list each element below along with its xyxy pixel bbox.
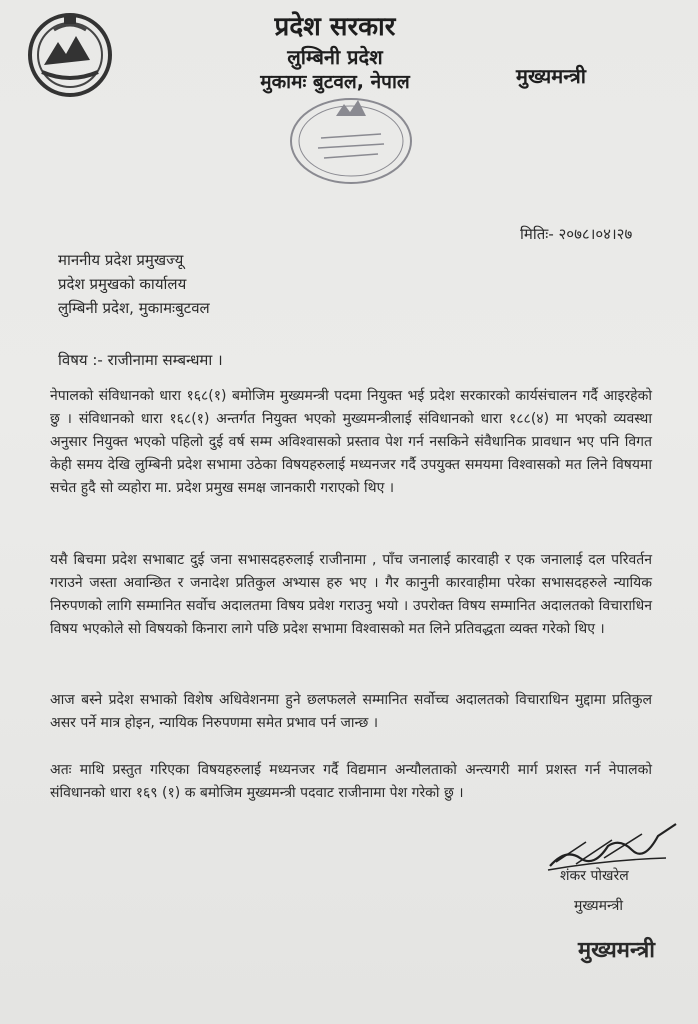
recipient-line: प्रदेश प्रमुखको कार्यालय [58,275,187,293]
letter-date: मितिः- २०७८।०४।२७ [520,225,633,243]
body-paragraph: आज बस्ने प्रदेश सभाको विशेष अधिवेशनमा हुने छलफलले सम्मानित सर्वोच्च अदालतको विचाराधिन मुद्दामा प्रतिकुल असर पर्ने मात्र होइन, न्यायिक निरुपणमा समेत प्रभाव पर्न जान्छ । [50,692,652,731]
recipient-line: लुम्बिनी प्रदेश, मुकामःबुटवल [58,299,210,317]
office-location: मुकामः बुटवल, नेपाल [260,71,410,94]
letterhead [210,12,460,94]
province-name: लुम्बिनी प्रदेश [287,45,383,70]
body-paragraph: अतः माथि प्रस्तुत गरिएका विषयहरुलाई मध्यनजर गर्दै विद्यमान अन्यौलताको अन्त्यगरी मार्ग प्रशस्त गर्न नेपालको संविधानको धारा १६९ (१) क बमोजिम मुख्यमन्त्री पदवाट राजीनामा पेश गरेको छु । [50,762,652,801]
office-title: मुख्यमन्त्री [516,64,586,88]
office-seal-stamp [276,86,426,196]
signer-name: शंकर पोखरेल [560,868,629,884]
recipient-line: माननीय प्रदेश प्रमुखज्यू [58,251,184,269]
letter-subject: विषय :- राजीनामा सम्बन्धमा । [58,351,223,369]
nepal-emblem-logo [24,10,116,100]
title-stamp: मुख्यमन्त्री [578,938,655,963]
signer-title: मुख्यमन्त्री [574,898,623,914]
body-paragraph: नेपालको संविधानको धारा १६८(१) बमोजिम मुख्यमन्त्री पदमा नियुक्त भई प्रदेश सरकारको कार्यसंचालन गर्दै आइरहेको छु । संविधानको धारा १६८(१) अन्तर्गत नियुक्त भएको मुख्यमन्त्रीलाई संविधानको धारा १८८(४) मा भएको व्यवस्था अनुसार नियुक्त भएको पहिलो दुई वर्ष सम्म अविश्वासको प्रस्ताव पेश गर्न नसकिने संवैधानिक प्रावधान भए पनि विगत केही समय देखि लुम्बिनी प्रदेश सभामा उठेका विषयहरुलाई मध्यनजर गर्दै उपयुक्त समयमा विश्वासको मत लिने विषयमा सचेत हुदै सो व्यहोरा मा. प्रदेश प्रमुख समक्ष जानकारी गराएको थिए । [50,388,652,496]
recipient-address [58,248,210,320]
government-name: प्रदेश सरकार [274,12,396,42]
body-paragraph: यसै बिचमा प्रदेश सभाबाट दुई जना सभासदहरुलाई राजीनामा , पाँच जनालाई कारवाही र एक जनालाई दल परिवर्तन गराउने जस्ता अवान्छित र जनादेश प्रतिकुल अभ्यास हरु भए । गैर कानुनी कारवाहीमा परेका सभासदहरुले न्यायिक निरुपणको लागि सम्मानित सर्वोच अदालतमा विषय प्रवेश गराउनु भयो । उपरोक्त विषय सम्मानित अदालतको विचाराधिन विषय भएकोले सो विषयको किनारा लागे पछि प्रदेश सभामा विश्वासको मत लिने प्रतिवद्धता व्यक्त गरेको थिए । [50,552,652,637]
